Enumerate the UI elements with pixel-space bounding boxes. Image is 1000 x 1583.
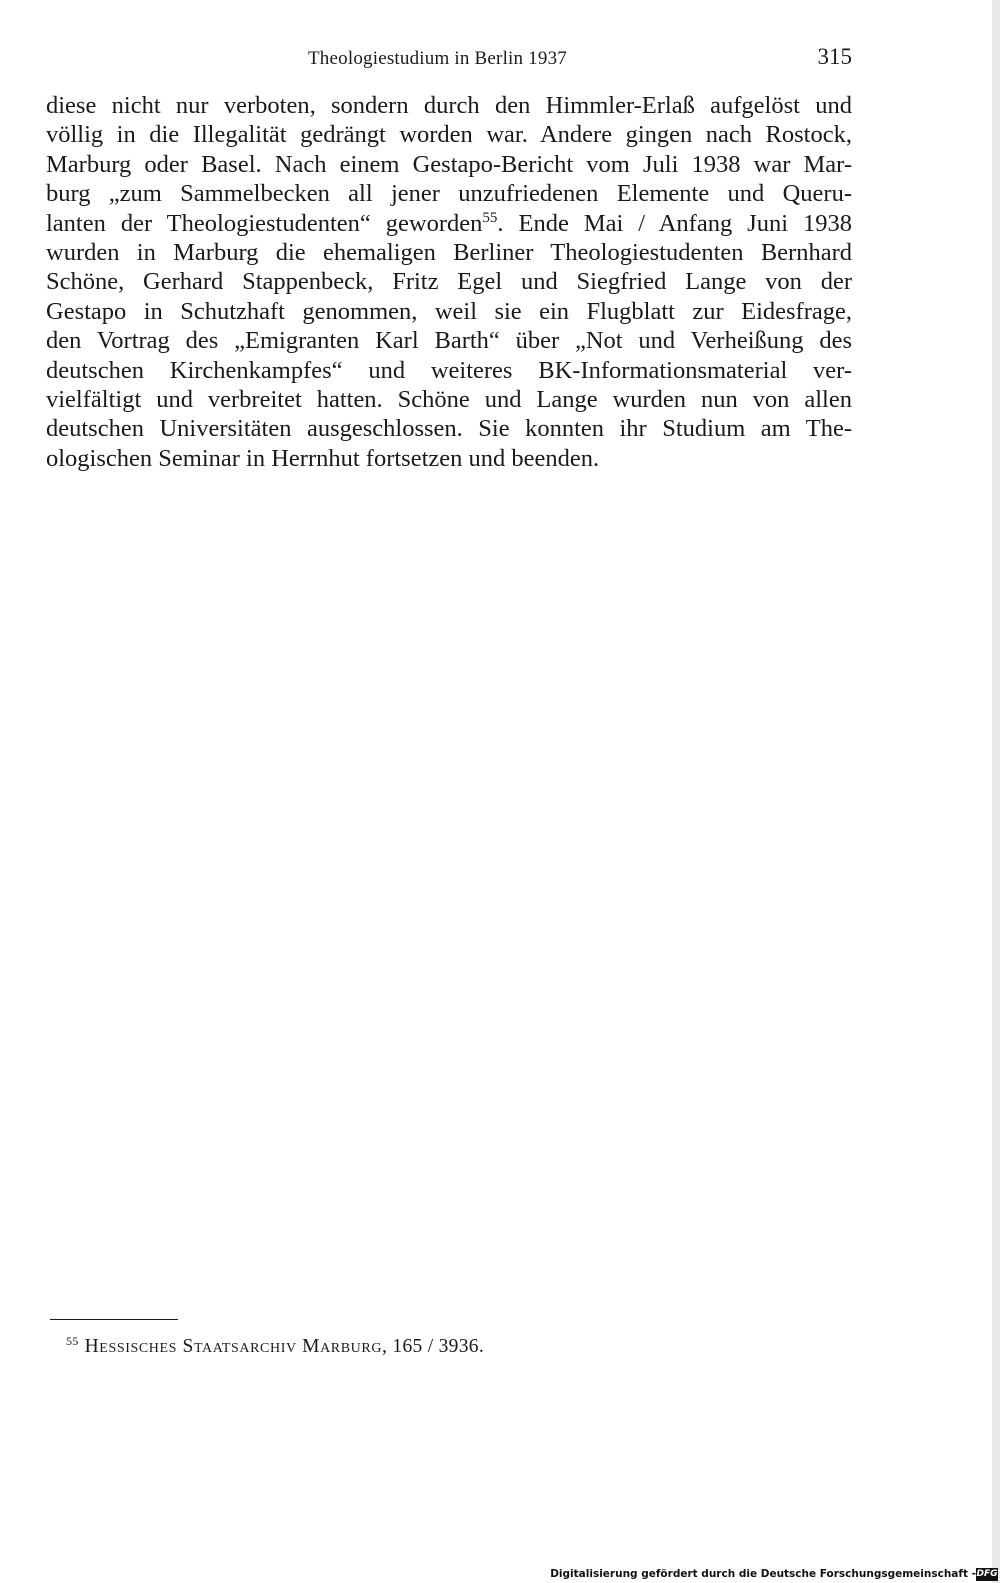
- digitization-credit: Digitalisierung gefördert durch die Deutsche Forschungsgemeinschaft -: [550, 1568, 976, 1580]
- text-line: völlig in die Illegalität gedrängt worden war. Andere gingen nach Rostock,: [46, 121, 852, 149]
- text-line: vielfältigt und verbreitet hatten. Schöne und Lange wurden nun von allen: [46, 385, 852, 413]
- text-line-with-footnote: [46, 209, 852, 238]
- text-line: burg „zum Sammelbecken all jener unzufriedenen Elemente und Queru-: [46, 180, 852, 208]
- text-line: Gestapo in Schutzhaft genommen, weil sie ein Flugblatt zur Eidesfrage,: [46, 297, 852, 325]
- footnote-separator: [50, 1319, 178, 1320]
- text-line: Marburg oder Basel. Nach einem Gestapo-Bericht vom Juli 1938 war Mar-: [46, 150, 852, 178]
- text-line: deutschen Universitäten ausgeschlossen. Sie konnten ihr Studium am The-: [46, 415, 852, 443]
- page-number: 315: [817, 44, 852, 69]
- footnote-number: 55: [66, 1334, 79, 1348]
- page-edge: [992, 0, 1000, 1583]
- running-head: Theologiestudium in Berlin 1937: [308, 48, 567, 69]
- text-line: Schöne, Gerhard Stappenbeck, Fritz Egel und Siegfried Lange von der: [46, 268, 852, 296]
- footnote-archive: Hessisches Staatsarchiv Marburg: [84, 1336, 383, 1357]
- text-line: deutschen Kirchenkampfes“ und weiteres BK-Informationsmaterial ver-: [46, 356, 852, 384]
- text-line-part: . Ende Mai / Anfang Juni 1938: [497, 209, 852, 237]
- text-line: diese nicht nur verboten, sondern durch den Himmler-Erlaß aufgelöst und: [46, 92, 852, 119]
- text-line: ologischen Seminar in Herrnhut fortsetzen und beenden.: [46, 444, 600, 472]
- body-paragraph: [46, 91, 852, 473]
- text-line: den Vortrag des „Emigranten Karl Barth“ über „Not und Verheißung des: [46, 327, 852, 355]
- text-line-part: lanten der Theologiestudenten“ geworden: [46, 209, 483, 237]
- footnote: [66, 1334, 484, 1358]
- footnote-reference: 55: [482, 209, 498, 226]
- page-header: [46, 44, 852, 76]
- text-line: wurden in Marburg die ehemaligen Berliner Theologiestudenten Bernhard: [46, 238, 852, 266]
- footnote-signature: , 165 / 3936.: [382, 1336, 484, 1357]
- dfg-logo: DFG: [976, 1569, 998, 1579]
